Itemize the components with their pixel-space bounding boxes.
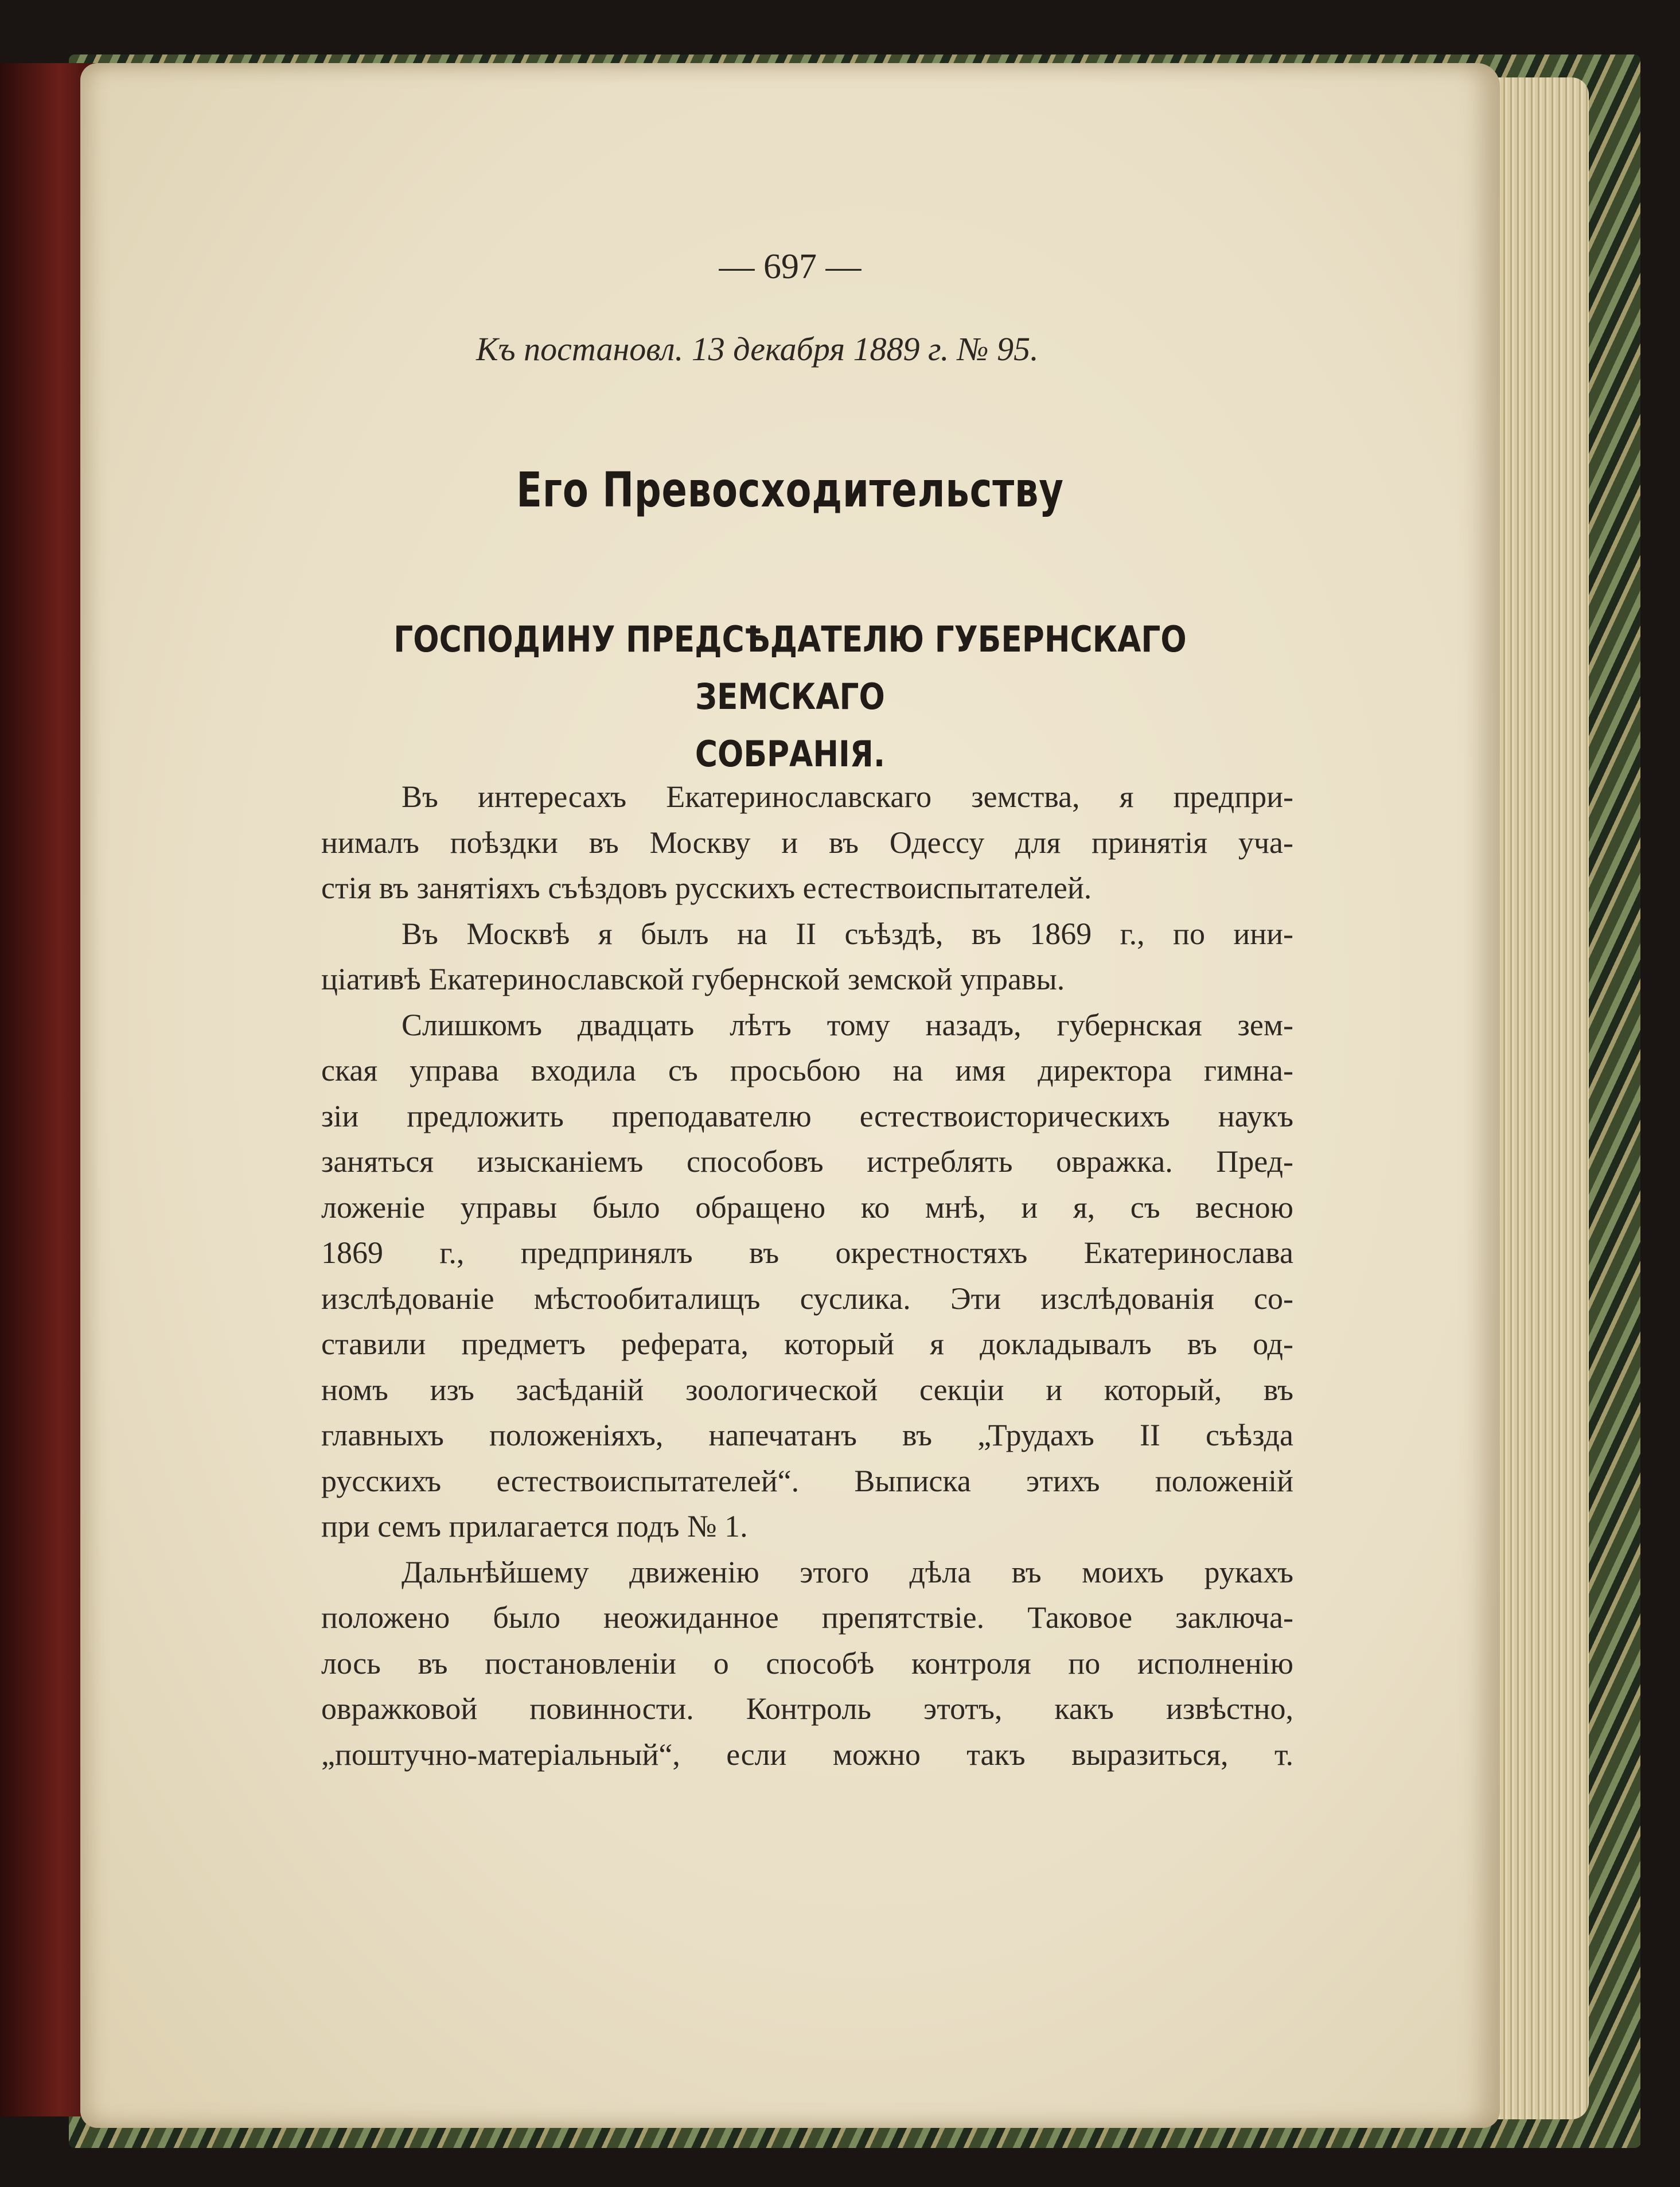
addressee-line: СОБРАНІЯ. — [695, 733, 886, 775]
text-line: ціативѣ Екатеринославской губернской земской управы. — [321, 962, 1065, 996]
paragraph — [321, 1550, 1293, 1778]
letter-body — [321, 774, 1293, 1777]
book-page — [80, 63, 1500, 2128]
addressee-line: ГОСПОДИНУ ПРЕДСѢДАТЕЛЮ ГУБЕРНСКАГО ЗЕМСКАГО — [393, 618, 1187, 718]
text-line: Въ интересахъ Екатеринославскаго земства, я предпри- — [402, 779, 1293, 814]
text-line: нималъ поѣздки въ Москву и въ Одессу для принятія уча- — [321, 825, 1293, 860]
text-line: при семъ прилагается подъ № 1. — [321, 1509, 748, 1543]
text-line: Въ Москвѣ я былъ на II съѣздѣ, въ 1869 г., по ини- — [402, 916, 1293, 951]
text-line: Слишкомъ двадцать лѣтъ тому назадъ, губернская зем- — [402, 1007, 1293, 1042]
paragraph — [321, 1003, 1293, 1550]
paragraph — [321, 774, 1293, 911]
page-number: — 697 — — [719, 247, 862, 286]
text-line: ставили предметъ реферата, который я докладывалъ въ од- — [321, 1327, 1293, 1361]
text-line: положено было неожиданное препятствіе. Таковое заключа- — [321, 1600, 1293, 1635]
text-line: стія въ занятіяхъ съѣздовъ русскихъ естествоиспытателей. — [321, 871, 1092, 905]
text-line: ская управа входила съ просьбою на имя директора гимна- — [321, 1053, 1293, 1087]
resolution-reference: Къ постановл. 13 декабря 1889 г. № 95. — [476, 330, 1039, 368]
text-line: главныхъ положеніяхъ, напечатанъ въ „Трудахъ II съѣзда — [321, 1418, 1293, 1452]
text-line: зіи предложить преподавателю естествоисторическихъ наукъ — [321, 1098, 1293, 1133]
text-line: лось въ постановленіи о способѣ контроля по исполненію — [321, 1646, 1293, 1681]
text-line: ложеніе управы было обращено ко мнѣ, и я, съ весною — [321, 1190, 1293, 1225]
text-line: Дальнѣйшему движенію этого дѣла въ моихъ рукахъ — [402, 1554, 1293, 1589]
text-line: русскихъ естествоиспытателей“. Выписка этихъ положеній — [321, 1463, 1293, 1498]
text-line: изслѣдованіе мѣстообиталищъ суслика. Эти изслѣдованія со- — [321, 1281, 1293, 1316]
text-line: 1869 г., предпринялъ въ окрестностяхъ Екатеринослава — [321, 1235, 1293, 1270]
text-line: овражковой повинности. Контроль этотъ, какъ извѣстно, — [321, 1691, 1293, 1726]
text-line: „поштучно-матеріальный“, если можно такъ выразиться, т. — [321, 1737, 1293, 1772]
paragraph — [321, 911, 1293, 1003]
addressee-heading — [303, 611, 1277, 783]
text-line: номъ изъ засѣданій зоологической секціи и который, въ — [321, 1372, 1293, 1407]
salutation-heading: Его Превосходительству — [516, 462, 1064, 518]
text-line: заняться изысканіемъ способовъ истреблять овражка. Пред- — [321, 1144, 1293, 1179]
